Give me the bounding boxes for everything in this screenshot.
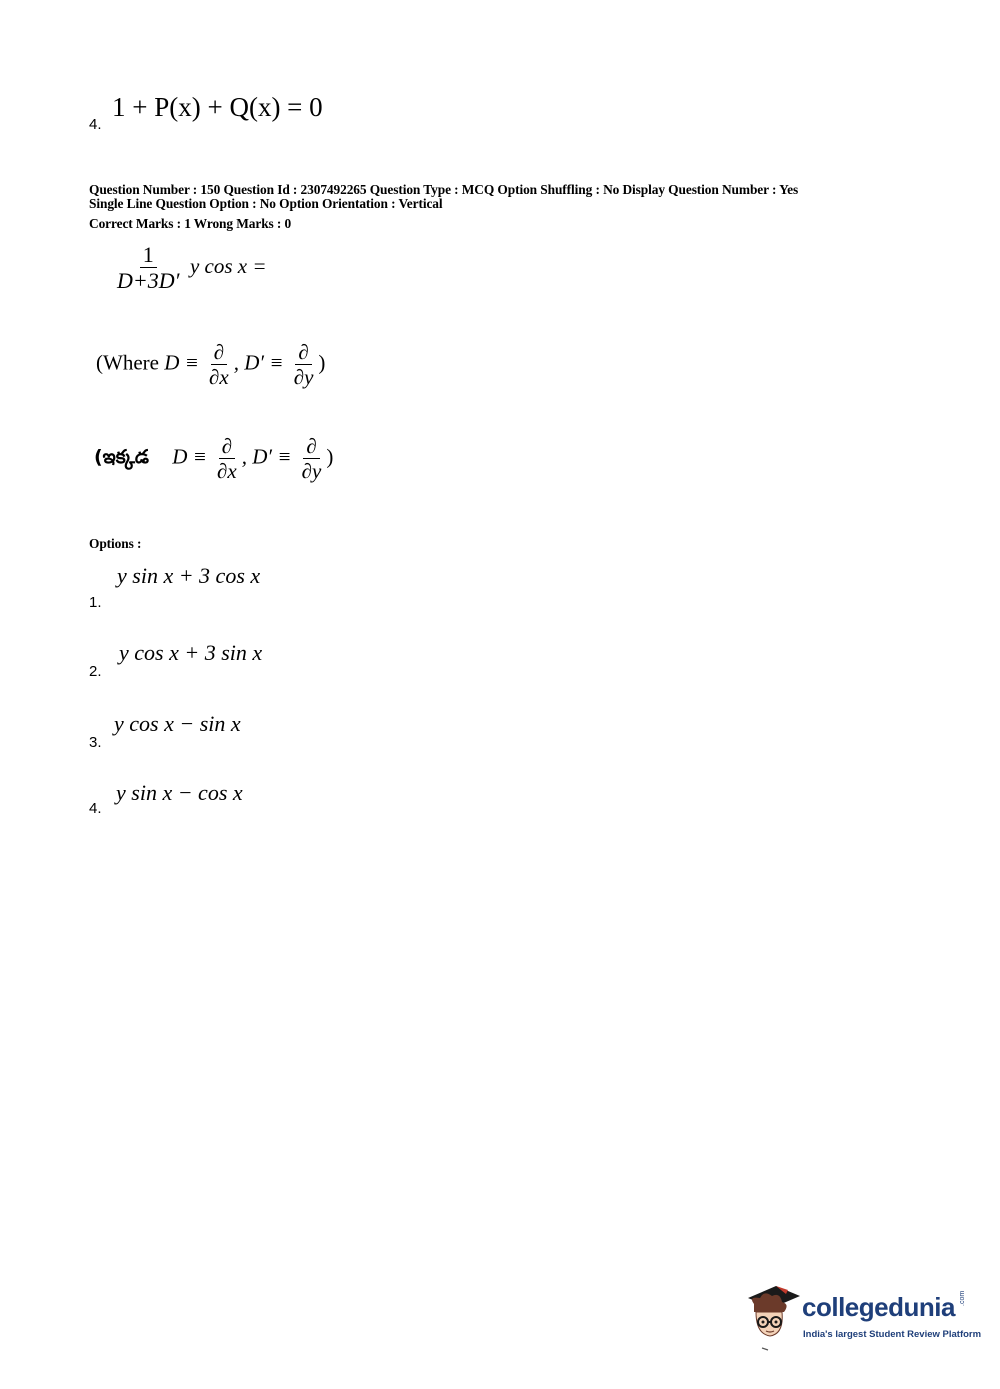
option-4-number: 4. [89,800,102,817]
d-prime-symbol: , D′ ≡ [241,444,292,469]
option-1-expression: y sin x + 3 cos x [117,563,261,588]
logo-com: .com [959,1290,966,1306]
option-4-expression: y sin x − cos x [116,780,243,805]
where-line-telugu [94,434,333,483]
fraction-numerator: 1 [140,242,157,268]
partial-y-fraction [291,340,317,389]
close-paren: ) [326,444,334,469]
collegedunia-logo [740,1282,980,1352]
partial-x-fraction [206,340,232,389]
option-2-number: 2. [89,663,102,680]
d-symbol: D ≡ [164,350,199,375]
partial-numerator: ∂ [295,340,311,365]
operator-fraction [114,242,182,294]
close-paren: ) [318,350,326,375]
telugu-label: (ఇక్కడ [94,446,149,469]
partial-y-denominator: ∂y [301,459,322,484]
partial-x-denominator: ∂x [217,459,237,484]
partial-numerator: ∂ [219,434,235,459]
option-1-number: 1. [89,594,102,611]
partial-x-denominator: ∂x [209,365,229,390]
fraction-denominator: D+3D′ [117,268,180,294]
partial-numerator: ∂ [211,340,227,365]
d-symbol: D ≡ [172,444,207,469]
partial-x-fraction [214,434,240,483]
options-label: Options : [89,536,142,551]
question-marks: Correct Marks : 1 Wrong Marks : 0 [89,216,292,231]
prev-option-number: 4. [89,116,102,133]
option-3-expression: y cos x − sin x [114,711,241,736]
where-line-english [96,340,325,389]
partial-y-denominator: ∂y [293,365,314,390]
question-meta-line-2: Single Line Question Option : No Option Orientation : Vertical [89,196,443,211]
logo-tagline: India's largest Student Review Platform [803,1329,982,1340]
question-tail: y cos x = [189,253,267,278]
option-3-number: 3. [89,734,102,751]
d-prime-symbol: , D′ ≡ [233,350,284,375]
option-2-expression: y cos x + 3 sin x [119,640,263,665]
question-meta-line-1: Question Number : 150 Question Id : 2307492265 Question Type : MCQ Option Shuffling : No Display Question Number : Yes [89,182,799,197]
student-mascot-icon [740,1282,802,1352]
logo-wordmark: collegedunia [802,1292,955,1322]
prev-option-expression: 1 + P(x) + Q(x) = 0 [112,92,323,122]
where-label: (Where [96,350,159,375]
question-expression [112,242,267,294]
partial-numerator: ∂ [303,434,319,459]
partial-y-fraction [299,434,325,483]
